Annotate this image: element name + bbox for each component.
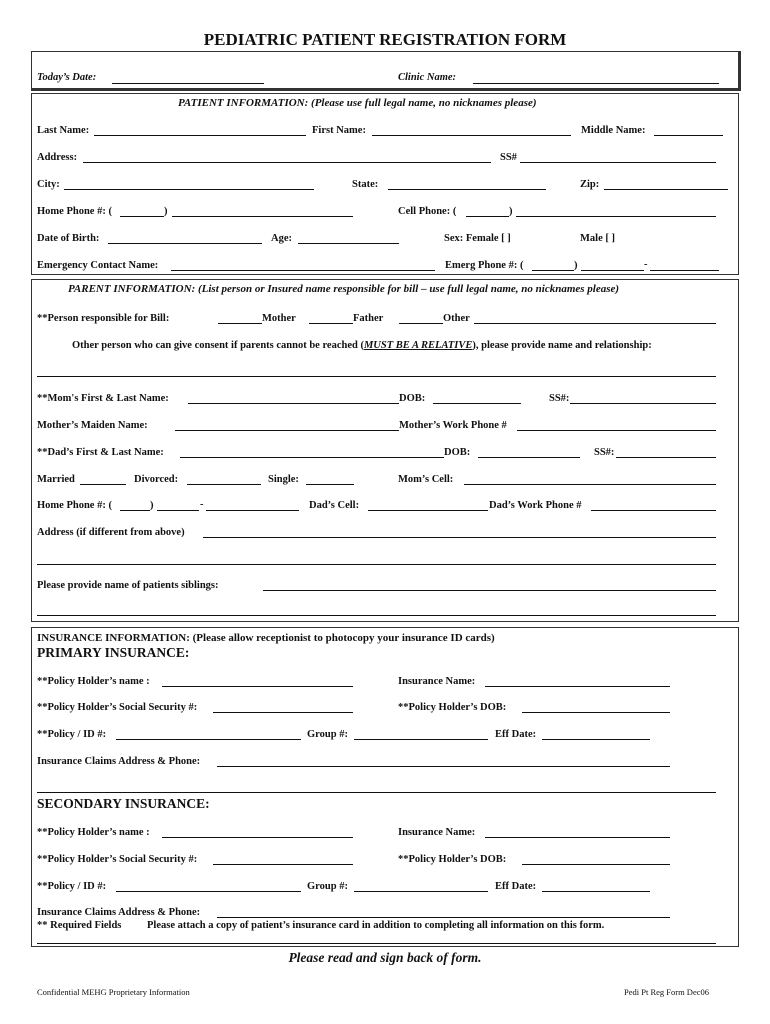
parent-home-prefix[interactable] [157,510,199,511]
primary-holder-ss-label: **Policy Holder’s Social Security #: [37,702,198,713]
sex-female-checkbox[interactable]: Sex: Female [ ] [444,233,511,244]
moms-cell-label: Mom’s Cell: [398,474,454,485]
state-label: State: [352,179,379,190]
divorced-field[interactable] [187,484,261,485]
siblings-field[interactable] [263,590,716,591]
primary-holder-name-field[interactable] [162,686,353,687]
clinic-name-label: Clinic Name: [398,72,457,83]
mom-name-field[interactable] [188,403,399,404]
single-field[interactable] [306,484,354,485]
dad-work-label: Dad’s Work Phone # [489,500,582,511]
last-name-label: Last Name: [37,125,90,136]
mom-ss-label: SS#: [549,393,570,404]
father-checkline[interactable] [309,323,353,324]
married-field[interactable] [80,484,126,485]
secondary-eff-date-field[interactable] [542,891,650,892]
ss-field[interactable] [520,162,716,163]
city-label: City: [37,179,60,190]
secondary-holder-ss-label: **Policy Holder’s Social Security #: [37,854,198,865]
primary-group-label: Group #: [307,729,348,740]
consent-emph: MUST BE A RELATIVE [363,340,473,351]
primary-ins-name-field[interactable] [485,686,670,687]
age-label: Age: [271,233,292,244]
age-field[interactable] [298,243,399,244]
dad-name-label: **Dad’s First & Last Name: [37,447,164,458]
emergency-contact-field[interactable] [171,270,435,271]
parent-address-label: Address (if different from above) [37,527,185,538]
state-field[interactable] [388,189,546,190]
siblings-field-2[interactable] [37,615,716,616]
header-box [31,51,741,91]
secondary-insurance-heading: SECONDARY INSURANCE: [37,796,210,811]
ss-label: SS# [500,152,517,163]
emerg-phone-close: ) [574,260,578,271]
father-option: Father [353,313,384,324]
read-sign-note: Please read and sign back of form. [288,950,482,965]
single-label: Single: [268,474,299,485]
middle-name-label: Middle Name: [581,125,646,136]
patient-heading: PATIENT INFORMATION: (Please use full legal name, no nicknames please) [178,97,537,109]
emerg-phone-label: Emerg Phone #: ( [445,260,524,271]
home-phone-number[interactable] [172,216,353,217]
dads-cell-label: Dad’s Cell: [309,500,360,511]
cell-phone-close: ) [509,206,513,217]
consent-field[interactable] [37,376,716,377]
dad-dob-field[interactable] [478,457,580,458]
dad-ss-field[interactable] [616,457,716,458]
divorced-label: Divorced: [134,474,179,485]
cell-phone-label: Cell Phone: ( [398,206,457,217]
secondary-holder-dob-label: **Policy Holder’s DOB: [398,854,507,865]
consent-note [72,340,652,352]
mom-dob-field[interactable] [433,403,521,404]
dad-ss-label: SS#: [594,447,615,458]
mom-ss-field[interactable] [570,403,716,404]
emerg-phone-dash: - [644,259,648,270]
responsible-label: **Person responsible for Bill: [37,313,170,324]
form-title: PEDIATRIC PATIENT REGISTRATION FORM [203,30,567,49]
dad-dob-label: DOB: [444,447,471,458]
maiden-name-field[interactable] [175,430,399,431]
parent-home-dash: - [200,499,204,510]
parent-address-field-2[interactable] [37,564,716,565]
attach-card-note: Please attach a copy of patient’s insurance card in addition to completing all information on this form. [147,920,605,931]
secondary-holder-name-label: **Policy Holder’s name : [37,827,150,838]
dad-work-field[interactable] [591,510,716,511]
emergency-contact-label: Emergency Contact Name: [37,260,159,271]
primary-holder-ss-field[interactable] [213,712,353,713]
emerg-phone-area[interactable] [532,270,574,271]
secondary-holder-name-field[interactable] [162,837,353,838]
primary-insurance-heading: PRIMARY INSURANCE: [37,645,190,660]
mother-work-field[interactable] [517,430,716,431]
parent-heading: PARENT INFORMATION: (List person or Insured name responsible for bill – use full legal name, no nicknames please) [68,283,620,295]
required-fields-note: ** Required Fields [37,920,122,931]
secondary-policy-id-field[interactable] [116,891,301,892]
insurance-heading: INSURANCE INFORMATION: (Please allow receptionist to photocopy your insurance ID cards) [37,632,495,644]
middle-name-field[interactable] [654,135,723,136]
mother-option: Mother [262,313,296,324]
cell-phone-area[interactable] [466,216,509,217]
secondary-group-field[interactable] [354,891,488,892]
home-phone-close: ) [164,206,168,217]
footer-form-id: Pedi Pt Reg Form Dec06 [624,987,709,997]
parent-home-close: ) [150,500,154,511]
todays-date-field[interactable] [112,83,264,84]
address-field[interactable] [83,162,491,163]
primary-claims-field[interactable] [217,766,670,767]
secondary-claims-label: Insurance Claims Address & Phone: [37,907,201,918]
mother-work-label: Mother’s Work Phone # [399,420,507,431]
dob-label: Date of Birth: [37,233,100,244]
primary-holder-dob-field[interactable] [522,712,670,713]
home-phone-label: Home Phone #: ( [37,206,112,217]
footer-confidential: Confidential MEHG Proprietary Information [37,987,190,997]
primary-eff-date-label: Eff Date: [495,729,537,740]
clinic-name-field[interactable] [473,83,719,84]
parent-home-area[interactable] [120,510,150,511]
primary-eff-date-field[interactable] [542,739,650,740]
moms-cell-field[interactable] [464,484,716,485]
primary-claims-label: Insurance Claims Address & Phone: [37,756,201,767]
maiden-name-label: Mother’s Maiden Name: [37,420,148,431]
parent-address-field[interactable] [203,537,716,538]
consent-post: ), please provide name and relationship: [472,340,652,351]
parent-home-phone-label: Home Phone #: ( [37,500,112,511]
cell-phone-number[interactable] [516,216,716,217]
last-name-field[interactable] [94,135,306,136]
other-field[interactable] [474,323,716,324]
sex-male-checkbox[interactable]: Male [ ] [580,233,615,244]
primary-policy-id-label: **Policy / ID #: [37,729,107,740]
city-field[interactable] [64,189,314,190]
consent-pre: Other person who can give consent if parents cannot be reached ( [72,340,364,351]
secondary-policy-id-label: **Policy / ID #: [37,881,107,892]
other-option: Other [443,313,470,324]
secondary-group-label: Group #: [307,881,348,892]
mom-name-label: **Mom's First & Last Name: [37,393,169,404]
emerg-phone-suffix[interactable] [650,270,719,271]
mother-checkline[interactable] [218,323,262,324]
emerg-phone-prefix[interactable] [581,270,644,271]
mom-dob-label: DOB: [399,393,426,404]
first-name-label: First Name: [312,125,366,136]
dob-field[interactable] [108,243,262,244]
secondary-holder-dob-field[interactable] [522,864,670,865]
todays-date-label: Today’s Date: [37,72,97,83]
other-checkline[interactable] [399,323,443,324]
home-phone-area[interactable] [120,216,164,217]
primary-group-field[interactable] [354,739,488,740]
first-name-field[interactable] [372,135,571,136]
primary-policy-id-field[interactable] [116,739,301,740]
primary-claims-field-2[interactable] [37,792,716,793]
secondary-eff-date-label: Eff Date: [495,881,537,892]
primary-holder-name-label: **Policy Holder’s name : [37,676,150,687]
secondary-ins-name-label: Insurance Name: [398,827,476,838]
parent-home-suffix[interactable] [206,510,299,511]
dads-cell-field[interactable] [368,510,488,511]
secondary-claims-field-2[interactable] [37,943,716,944]
siblings-label: Please provide name of patients siblings: [37,580,219,591]
secondary-claims-field[interactable] [217,917,670,918]
primary-holder-dob-label: **Policy Holder’s DOB: [398,702,507,713]
secondary-ins-name-field[interactable] [485,837,670,838]
primary-ins-name-label: Insurance Name: [398,676,476,687]
patient-section [31,93,739,275]
address-label: Address: [37,152,78,163]
insurance-section [31,627,739,947]
married-label: Married [37,474,75,485]
secondary-holder-ss-field[interactable] [213,864,353,865]
zip-label: Zip: [580,179,600,190]
zip-field[interactable] [604,189,728,190]
dad-name-field[interactable] [180,457,444,458]
